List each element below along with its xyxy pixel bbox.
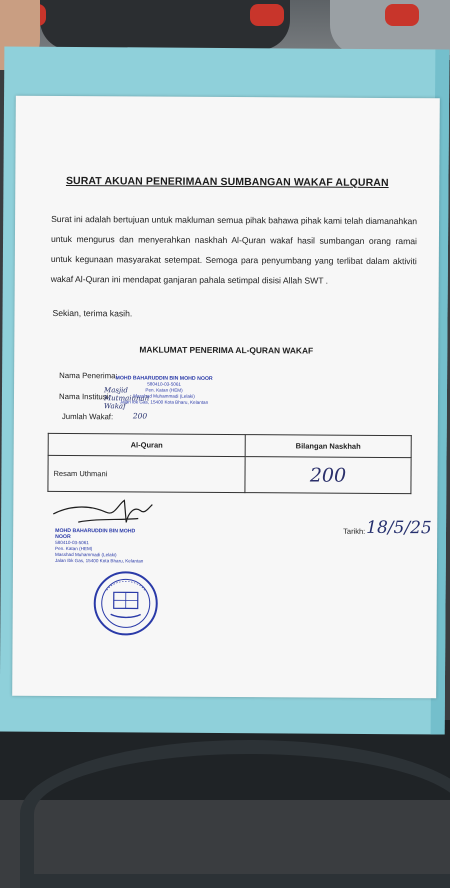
stamp-id: 580410-03-5061 [55, 539, 89, 546]
handwritten-total: 200 [132, 411, 148, 421]
tail-light [385, 4, 419, 26]
stamp-org: Masshad Muhammadi (Lelaki) [55, 551, 117, 558]
stamp-id: 580410-03-5061 [147, 381, 181, 387]
tail-light [250, 4, 284, 26]
stamp-org: Masshad Muhammadi (Lelaki) [133, 393, 195, 399]
waqf-table [47, 433, 411, 494]
table-row [48, 455, 411, 493]
table-header-row [48, 433, 411, 457]
official-seal-icon [93, 570, 159, 636]
stamp-address: Jalan Ibk Gas, 15400 Kota Bharu, Kelantan [54, 557, 144, 564]
table-header-count: Bilangan Naskhah [245, 435, 411, 458]
waqf-total-label: Jumlah Wakaf: [61, 411, 114, 422]
car-silhouette [330, 0, 450, 55]
car-silhouette [40, 0, 290, 50]
steering-wheel [20, 740, 450, 888]
closing-line: Sekian, terima kasih. [52, 307, 133, 319]
recipient-name-label: Nama Penerima: [59, 370, 118, 381]
handwritten-quantity: 200 [309, 464, 347, 487]
quantity-cell [245, 457, 411, 494]
handwritten-institution: Masjid Mutmainnah Wakaf [103, 386, 150, 411]
document-title: SURAT AKUAN PENERIMAAN SUMBANGAN WAKAF ALQURAN [65, 175, 389, 189]
handwritten-date: 18/5/25 [366, 517, 432, 539]
stamp-role: Pen. Katan (HEM) [55, 545, 93, 552]
date-label: Tarikh: [343, 526, 366, 536]
section-title: MAKLUMAT PENERIMA AL-QURAN WAKAF [139, 344, 314, 356]
stamp-address: Jalan Ibk Gas, 15400 Kota Bharu, Kelantan [119, 399, 209, 405]
quran-type-cell: Resam Uthmani [48, 455, 245, 492]
institution-name-label: Nama Institusi: [58, 391, 111, 402]
signatory-stamp [55, 528, 145, 565]
table-header-quran: Al-Quran [48, 433, 245, 456]
stamp-name: MOHD BAHARUDDIN BIN MOHD NOOR [55, 527, 136, 541]
signature-scribble [48, 492, 158, 533]
document-page [12, 96, 440, 699]
document-body: Surat ini adalah bertujuan untuk makluman semua pihak bahawa pihak kami telah diamanahkan untuk mengurus dan menyerahkan naskhah Al-Quran wakaf hasil sumbangan orang ramai untuk kegunaan masyarakat setempat. Semoga para penyumbang yang terlibat dalam aktiviti wakaf Al-Quran ini mendapat ganjaran pahala setimpal disisi Allah SWT . [50, 213, 418, 286]
stamp-role: Pen. Katan (HEM) [145, 387, 183, 393]
stamp-name: MOHD BAHARUDDIN BIN MOHD NOOR [115, 375, 213, 382]
